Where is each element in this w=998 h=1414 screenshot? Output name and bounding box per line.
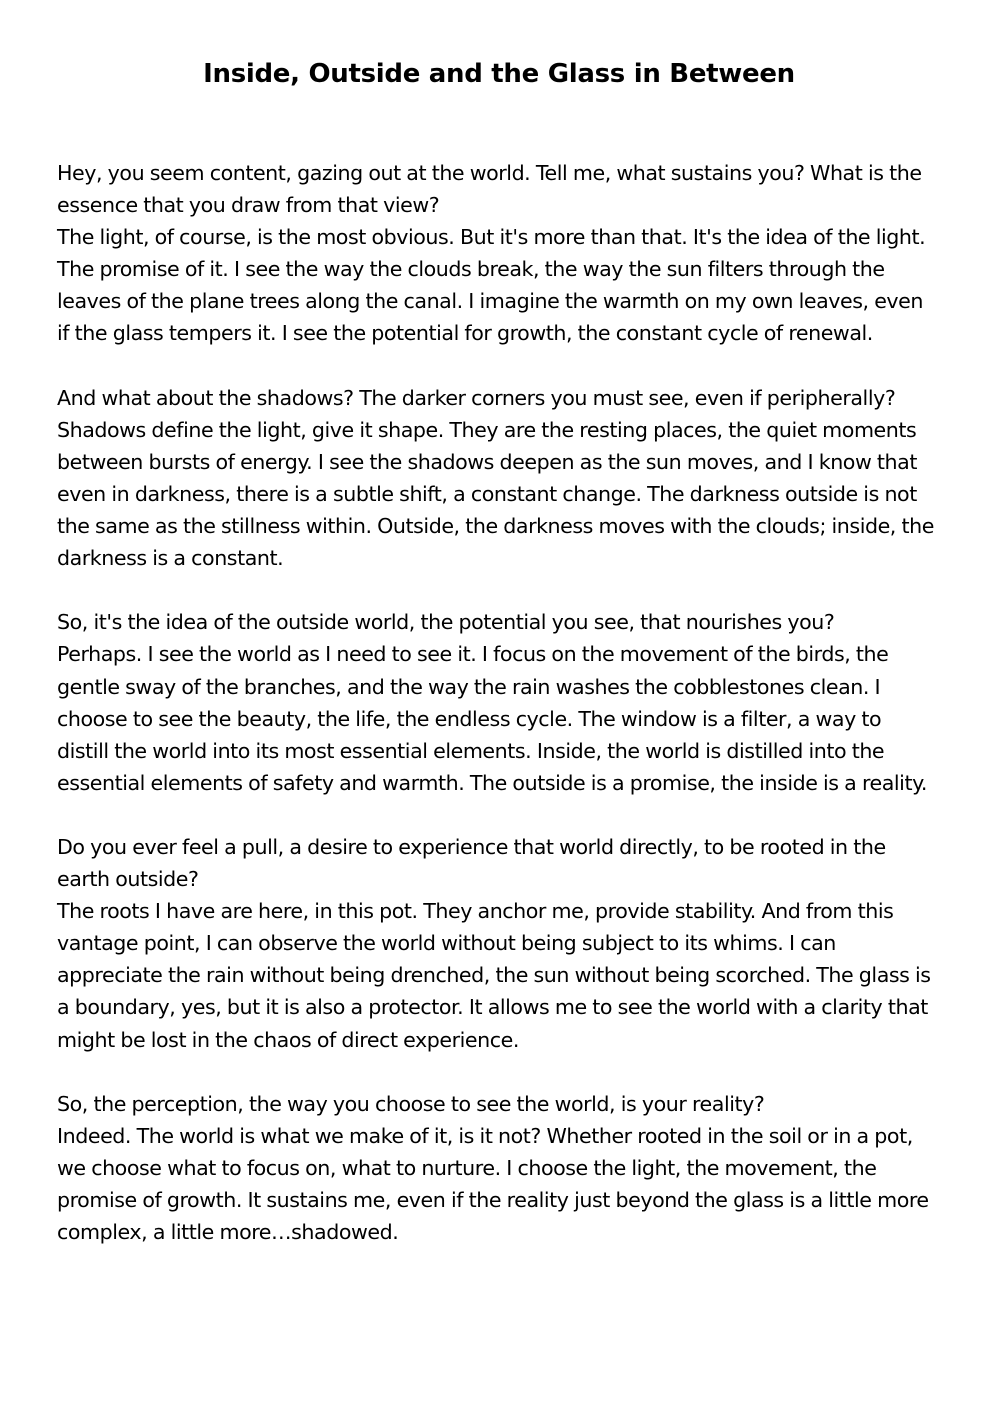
dialogue-section-5 <box>57 1088 937 1248</box>
answer-paragraph: The roots I have are here, in this pot. They anchor me, provide stability. And from this vantage point, I can observe the world without being subject to its whims. I can appreciate the rain without being drenched, the sun without being scorched. The glass is a boundary, yes, but it is also a protector. It allows me to see the world with a clarity that might be lost in the chaos of direct experience. <box>57 899 931 1052</box>
question-paragraph: Do you ever feel a pull, a desire to experience that world directly, to be rooted in the earth outside? <box>57 834 886 892</box>
answer-paragraph: Shadows define the light, give it shape. They are the resting places, the quiet moments between bursts of energy. I see the shadows deepen as the sun moves, and I know that even in darkness, there is a subtle shift, a constant change. The darkness outside is not the same as the stillness within. Outside, the darkness moves with the clouds; inside, the darkness is a constant. <box>57 417 934 571</box>
answer-paragraph: Perhaps. I see the world as I need to see it. I focus on the movement of the birds, the gentle sway of the branches, and the way the rain washes the cobblestones clean. I choose to see the beauty, the life, the endless cycle. The window is a filter, a way to distill the world into its most essential elements. Inside, the world is distilled into the essential elements of safety and warmth. The outside is a promise, the inside is a reality. <box>57 642 927 795</box>
answer-paragraph: Indeed. The world is what we make of it, is it not? Whether rooted in the soil or in a pot, we choose what to focus on, what to nurture. I choose the light, the movement, the promise of growth. It sustains me, even if the reality just beyond the glass is a little more complex, a little more…shadowed. <box>57 1123 929 1245</box>
dialogue-section-3 <box>57 606 937 799</box>
question-paragraph: And what about the shadows? The darker corners you must see, even if peripherally? <box>57 385 896 410</box>
answer-paragraph: The light, of course, is the most obvious. But it's more than that. It's the idea of the light. The promise of it. I see the way the clouds break, the way the sun filters through the leaves of the plane trees along the canal. I imagine the warmth on my own leaves, even if the glass tempers it. I see the potential for growth, the constant cycle of renewal. <box>57 225 926 346</box>
question-paragraph: So, it's the idea of the outside world, the potential you see, that nourishes you? <box>57 610 835 635</box>
dialogue-section-4 <box>57 831 937 1056</box>
question-paragraph: So, the perception, the way you choose to see the world, is your reality? <box>57 1091 765 1116</box>
document-body <box>57 157 937 1280</box>
dialogue-section-2 <box>57 382 937 575</box>
dialogue-section-1 <box>57 157 937 350</box>
page-title: Inside, Outside and the Glass in Between <box>203 59 795 89</box>
question-paragraph: Hey, you seem content, gazing out at the world. Tell me, what sustains you? What is the essence that you draw from that view? <box>57 161 922 218</box>
